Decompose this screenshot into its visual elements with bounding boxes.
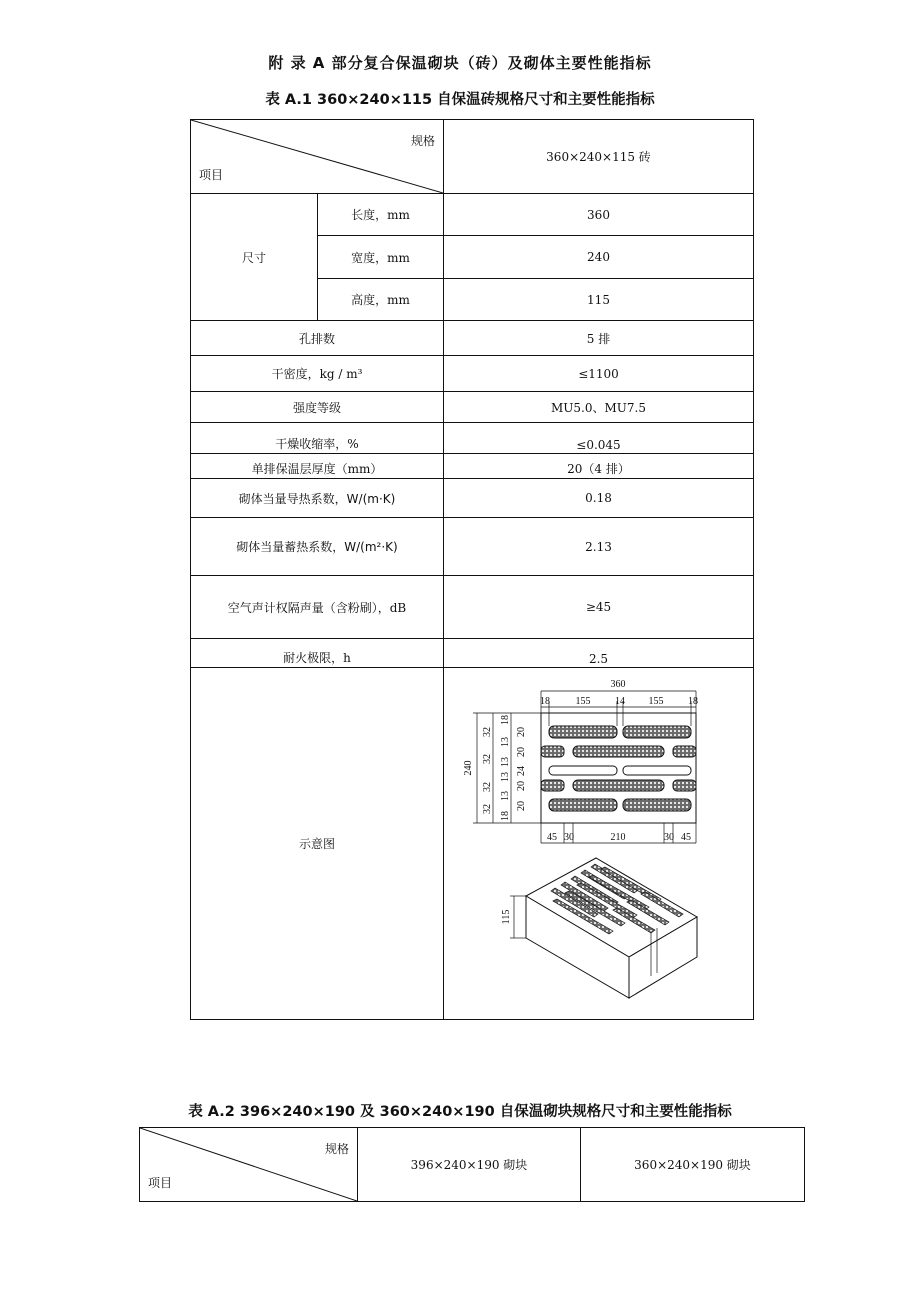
row-value-dry-density: ≤1100 <box>444 356 754 392</box>
group-label-size: 尺寸 <box>191 194 318 321</box>
row-label-width: 宽度，mm <box>318 236 444 279</box>
svg-text:32: 32 <box>482 782 493 792</box>
row-value-heat-storage: 2.13 <box>444 518 754 576</box>
row-label-hole-rows: 孔排数 <box>191 321 444 356</box>
table-a1 <box>190 119 754 1020</box>
row-label-diagram: 示意图 <box>191 668 444 1020</box>
diagram-cell <box>444 668 754 1020</box>
row-value-strength-grade: MU5.0、MU7.5 <box>444 392 754 423</box>
svg-text:13: 13 <box>500 791 511 801</box>
row-label-insulation-thickness: 单排保温层厚度（mm） <box>191 454 444 479</box>
row-value-length: 360 <box>444 194 754 236</box>
svg-text:45: 45 <box>547 832 557 843</box>
row-value-thermal-conductivity: 0.18 <box>444 479 754 518</box>
row-value-width: 240 <box>444 236 754 279</box>
plan-view <box>463 679 698 843</box>
row-label-dry-density: 干密度，kg / m³ <box>191 356 444 392</box>
svg-text:20: 20 <box>516 801 527 811</box>
diagonal-line <box>191 120 443 193</box>
header-diagonal-cell <box>191 120 444 194</box>
svg-text:360: 360 <box>610 679 626 690</box>
svg-text:18: 18 <box>500 811 511 821</box>
column-header: 360×240×115 砖 <box>444 120 754 194</box>
svg-text:155: 155 <box>575 696 591 707</box>
row-label-heat-storage: 砌体当量蓄热系数，W/(m²·K) <box>191 518 444 576</box>
svg-text:20: 20 <box>516 747 527 757</box>
svg-text:20: 20 <box>516 781 527 791</box>
appendix-title: 附 录 A 部分复合保温砌块（砖）及砌体主要性能指标 <box>268 54 652 72</box>
svg-text:30: 30 <box>564 832 574 843</box>
row-label-length: 长度，mm <box>318 194 444 236</box>
svg-text:13: 13 <box>500 772 511 782</box>
row-value-sound-insulation: ≥45 <box>444 576 754 639</box>
header-spec-label: 规格 <box>324 1142 349 1156</box>
svg-text:13: 13 <box>500 737 511 747</box>
column-header: 396×240×190 砌块 <box>358 1128 581 1202</box>
svg-text:18: 18 <box>500 715 511 725</box>
row-label-shrinkage: 干燥收缩率，% <box>191 423 444 454</box>
svg-text:18: 18 <box>540 696 550 707</box>
row-value-height: 115 <box>444 279 754 321</box>
svg-text:14: 14 <box>615 696 625 707</box>
header-spec-label: 规格 <box>410 134 435 148</box>
header-diagonal-cell <box>140 1128 358 1202</box>
svg-text:13: 13 <box>500 757 511 767</box>
row-label-strength-grade: 强度等级 <box>191 392 444 423</box>
svg-text:30: 30 <box>664 832 674 843</box>
brick-diagram <box>444 668 752 1018</box>
table-a1-caption: 表 A.1 360×240×115 自保温砖规格尺寸和主要性能指标 <box>265 92 655 108</box>
row-value-fire-resistance: 2.5 <box>444 639 754 668</box>
svg-text:155: 155 <box>648 696 664 707</box>
svg-text:32: 32 <box>482 727 493 737</box>
svg-text:18: 18 <box>688 696 698 707</box>
isometric-view <box>501 858 697 998</box>
svg-text:20: 20 <box>516 727 527 737</box>
row-label-height: 高度，mm <box>318 279 444 321</box>
row-value-shrinkage: ≤0.045 <box>444 423 754 454</box>
svg-text:210: 210 <box>610 832 626 843</box>
diagonal-line <box>140 1128 357 1201</box>
svg-text:115: 115 <box>501 909 512 925</box>
table-a2-caption: 表 A.2 396×240×190 及 360×240×190 自保温砌块规格尺寸和主要性能指标 <box>188 1104 732 1120</box>
svg-text:32: 32 <box>482 754 493 764</box>
row-label-fire-resistance: 耐火极限，h <box>191 639 444 668</box>
svg-text:240: 240 <box>463 760 474 776</box>
row-label-sound-insulation: 空气声计权隔声量（含粉刷），dB <box>191 576 444 639</box>
header-item-label: 项目 <box>199 168 224 182</box>
svg-text:24: 24 <box>516 766 527 776</box>
row-value-hole-rows: 5 排 <box>444 321 754 356</box>
table-a2 <box>139 1127 805 1202</box>
row-label-thermal-conductivity: 砌体当量导热系数，W/(m·K) <box>191 479 444 518</box>
svg-text:45: 45 <box>681 832 691 843</box>
column-header: 360×240×190 砌块 <box>581 1128 805 1202</box>
row-value-insulation-thickness: 20（4 排） <box>444 454 754 479</box>
svg-text:32: 32 <box>482 804 493 814</box>
header-item-label: 项目 <box>148 1176 173 1190</box>
